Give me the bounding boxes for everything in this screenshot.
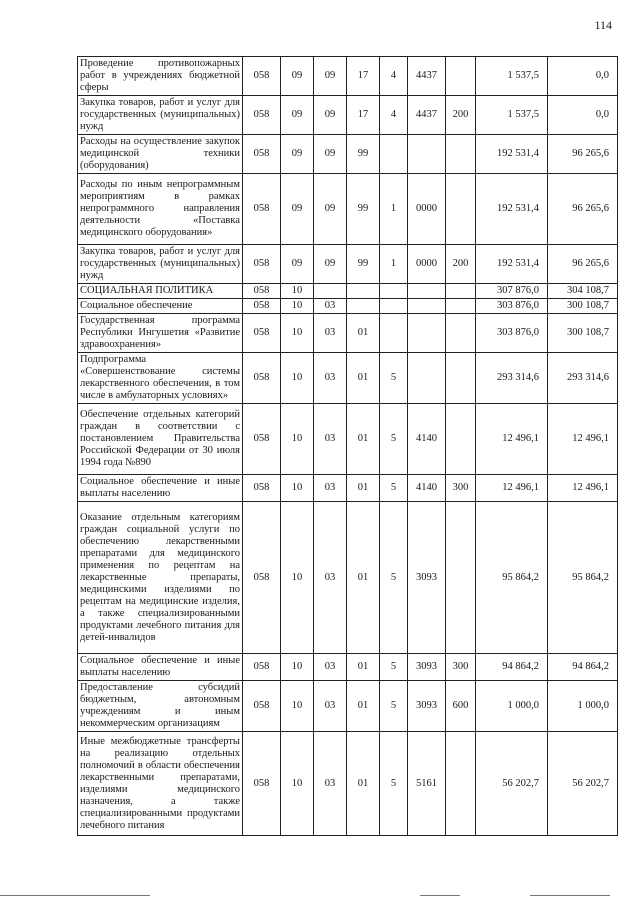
cell-c7: 300 (446, 475, 476, 502)
cell-c7 (446, 314, 476, 353)
cell-c6: 3093 (408, 654, 446, 681)
cell-c5 (380, 284, 408, 299)
cell-c6 (408, 284, 446, 299)
cell-c6: 3093 (408, 681, 446, 732)
scan-mark (420, 895, 460, 896)
cell-c3: 09 (314, 96, 347, 135)
cell-c7 (446, 502, 476, 654)
cell-c2: 10 (281, 502, 314, 654)
cell-c6: 5161 (408, 732, 446, 836)
cell-v1: 12 496,1 (476, 475, 548, 502)
cell-c7: 300 (446, 654, 476, 681)
cell-c1: 058 (243, 174, 281, 245)
cell-desc: Иные межбюджетные трансферты на реализацию отдельных полномочий в области обеспечения лекарственными препаратами, изделиями медицинского назначения, а также специализированными продуктами лечебного питания (78, 732, 243, 836)
cell-c1: 058 (243, 353, 281, 404)
cell-c3: 03 (314, 681, 347, 732)
cell-c5: 5 (380, 404, 408, 475)
cell-c7 (446, 404, 476, 475)
cell-v2: 12 496,1 (548, 404, 618, 475)
cell-c6: 0000 (408, 245, 446, 284)
cell-v1: 307 876,0 (476, 284, 548, 299)
cell-desc: Оказание отдельным категориям граждан социальной услуги по обеспечению лекарственными препаратами для медицинского применения по рецептам на лекарственные препараты, медицинскими изделиями по рецептам на медицинские изделия, а также специализированными продуктами лечебного питания для детей-инвалидов (78, 502, 243, 654)
cell-v2: 95 864,2 (548, 502, 618, 654)
cell-v1: 293 314,6 (476, 353, 548, 404)
cell-v1: 192 531,4 (476, 135, 548, 174)
cell-v1: 1 537,5 (476, 57, 548, 96)
scan-mark (530, 895, 610, 896)
cell-v2: 12 496,1 (548, 475, 618, 502)
cell-desc: СОЦИАЛЬНАЯ ПОЛИТИКА (78, 284, 243, 299)
cell-c7 (446, 284, 476, 299)
table-row (78, 353, 618, 404)
cell-c1: 058 (243, 245, 281, 284)
cell-v2: 300 108,7 (548, 314, 618, 353)
cell-v2: 1 000,0 (548, 681, 618, 732)
cell-c3: 09 (314, 245, 347, 284)
cell-c5: 5 (380, 353, 408, 404)
cell-c1: 058 (243, 57, 281, 96)
cell-c4: 99 (347, 245, 380, 284)
cell-desc: Закупка товаров, работ и услуг для государственных (муниципальных) нужд (78, 245, 243, 284)
table-row (78, 245, 618, 284)
cell-c2: 09 (281, 245, 314, 284)
cell-c6 (408, 353, 446, 404)
cell-v1: 1 000,0 (476, 681, 548, 732)
cell-c3: 03 (314, 502, 347, 654)
cell-c5: 1 (380, 174, 408, 245)
cell-c4: 99 (347, 135, 380, 174)
table-row (78, 732, 618, 836)
cell-c2: 10 (281, 654, 314, 681)
cell-c6: 4437 (408, 57, 446, 96)
cell-c1: 058 (243, 135, 281, 174)
cell-c4: 17 (347, 96, 380, 135)
cell-c7 (446, 57, 476, 96)
cell-c5: 5 (380, 502, 408, 654)
cell-c3: 03 (314, 299, 347, 314)
cell-desc: Проведение противопожарных работ в учреждениях бюджетной сферы (78, 57, 243, 96)
cell-c4: 01 (347, 404, 380, 475)
scan-mark (0, 895, 150, 896)
cell-desc: Расходы по иным непрограммным мероприятиям в рамках непрограммного направления деятельности «Поставка медицинского оборудования» (78, 174, 243, 245)
table-row (78, 475, 618, 502)
cell-c6: 0000 (408, 174, 446, 245)
cell-desc: Социальное обеспечение (78, 299, 243, 314)
cell-c7 (446, 299, 476, 314)
cell-c4: 01 (347, 732, 380, 836)
cell-c6 (408, 314, 446, 353)
cell-v2: 300 108,7 (548, 299, 618, 314)
cell-c7: 200 (446, 96, 476, 135)
cell-c4: 01 (347, 314, 380, 353)
cell-c2: 10 (281, 284, 314, 299)
cell-desc: Предоставление субсидий бюджетным, автономным учреждениям и иным некоммерческим организациям (78, 681, 243, 732)
cell-c1: 058 (243, 299, 281, 314)
cell-c4: 01 (347, 353, 380, 404)
table-row (78, 299, 618, 314)
cell-v1: 56 202,7 (476, 732, 548, 836)
cell-v1: 192 531,4 (476, 245, 548, 284)
cell-c1: 058 (243, 96, 281, 135)
cell-c2: 09 (281, 96, 314, 135)
cell-v1: 95 864,2 (476, 502, 548, 654)
cell-desc: Социальное обеспечение и иные выплаты населению (78, 475, 243, 502)
cell-c2: 10 (281, 681, 314, 732)
table-row (78, 502, 618, 654)
cell-c3: 03 (314, 314, 347, 353)
cell-v2: 0,0 (548, 57, 618, 96)
cell-c2: 09 (281, 57, 314, 96)
cell-c7 (446, 353, 476, 404)
cell-c2: 10 (281, 353, 314, 404)
cell-v2: 56 202,7 (548, 732, 618, 836)
cell-desc: Обеспечение отдельных категорий граждан в соответствии с постановлением Правительства Российской Федерации от 30 июля 1994 года №890 (78, 404, 243, 475)
table-row (78, 681, 618, 732)
cell-c3: 03 (314, 404, 347, 475)
cell-c4: 01 (347, 502, 380, 654)
cell-v2: 304 108,7 (548, 284, 618, 299)
cell-c6 (408, 135, 446, 174)
cell-c5: 4 (380, 57, 408, 96)
cell-c7: 600 (446, 681, 476, 732)
cell-c2: 10 (281, 475, 314, 502)
cell-c4 (347, 299, 380, 314)
budget-table (77, 56, 618, 836)
table-row (78, 654, 618, 681)
cell-v2: 0,0 (548, 96, 618, 135)
cell-v1: 303 876,0 (476, 314, 548, 353)
cell-c1: 058 (243, 732, 281, 836)
cell-c3: 09 (314, 57, 347, 96)
cell-c7: 200 (446, 245, 476, 284)
cell-c5: 5 (380, 732, 408, 836)
cell-c5 (380, 135, 408, 174)
cell-c5 (380, 299, 408, 314)
cell-desc: Закупка товаров, работ и услуг для государственных (муниципальных) нужд (78, 96, 243, 135)
cell-v1: 94 864,2 (476, 654, 548, 681)
cell-c6: 4437 (408, 96, 446, 135)
cell-c5: 5 (380, 654, 408, 681)
cell-c2: 09 (281, 174, 314, 245)
cell-c2: 10 (281, 732, 314, 836)
cell-c5 (380, 314, 408, 353)
cell-c3 (314, 284, 347, 299)
cell-c5: 1 (380, 245, 408, 284)
cell-v2: 96 265,6 (548, 245, 618, 284)
cell-v1: 192 531,4 (476, 174, 548, 245)
cell-c3: 03 (314, 475, 347, 502)
cell-c4: 17 (347, 57, 380, 96)
cell-desc: Расходы на осуществление закупок медицинской техники (оборудования) (78, 135, 243, 174)
cell-c2: 10 (281, 299, 314, 314)
cell-v1: 1 537,5 (476, 96, 548, 135)
cell-desc: Государственная программа Республики Ингушетия «Развитие здравоохранения» (78, 314, 243, 353)
cell-c1: 058 (243, 654, 281, 681)
cell-c6: 3093 (408, 502, 446, 654)
table-row (78, 57, 618, 96)
table-row (78, 314, 618, 353)
cell-v1: 12 496,1 (476, 404, 548, 475)
cell-v2: 96 265,6 (548, 135, 618, 174)
cell-c3: 09 (314, 135, 347, 174)
cell-c4: 01 (347, 654, 380, 681)
cell-c3: 09 (314, 174, 347, 245)
cell-c4: 01 (347, 681, 380, 732)
cell-c7 (446, 135, 476, 174)
cell-c6 (408, 299, 446, 314)
table-row (78, 404, 618, 475)
table-row (78, 135, 618, 174)
table-row (78, 96, 618, 135)
cell-c1: 058 (243, 681, 281, 732)
cell-c1: 058 (243, 502, 281, 654)
cell-c1: 058 (243, 475, 281, 502)
cell-c2: 10 (281, 314, 314, 353)
cell-c5: 5 (380, 475, 408, 502)
cell-c3: 03 (314, 654, 347, 681)
cell-v2: 293 314,6 (548, 353, 618, 404)
cell-c7 (446, 174, 476, 245)
cell-c7 (446, 732, 476, 836)
cell-c1: 058 (243, 314, 281, 353)
cell-desc: Подпрограмма «Совершенствование системы лекарственного обеспечения, в том числе в амбулаторных условиях» (78, 353, 243, 404)
cell-c3: 03 (314, 353, 347, 404)
cell-c4: 99 (347, 174, 380, 245)
table-row (78, 284, 618, 299)
cell-c2: 09 (281, 135, 314, 174)
cell-c6: 4140 (408, 404, 446, 475)
cell-c6: 4140 (408, 475, 446, 502)
cell-v2: 96 265,6 (548, 174, 618, 245)
cell-desc: Социальное обеспечение и иные выплаты населению (78, 654, 243, 681)
cell-c5: 4 (380, 96, 408, 135)
cell-c1: 058 (243, 284, 281, 299)
scan-marks (0, 845, 640, 905)
table-row (78, 174, 618, 245)
page-number: 114 (594, 18, 612, 32)
cell-c4 (347, 284, 380, 299)
cell-v1: 303 876,0 (476, 299, 548, 314)
cell-c2: 10 (281, 404, 314, 475)
cell-c1: 058 (243, 404, 281, 475)
cell-c5: 5 (380, 681, 408, 732)
cell-c4: 01 (347, 475, 380, 502)
cell-v2: 94 864,2 (548, 654, 618, 681)
cell-c3: 03 (314, 732, 347, 836)
